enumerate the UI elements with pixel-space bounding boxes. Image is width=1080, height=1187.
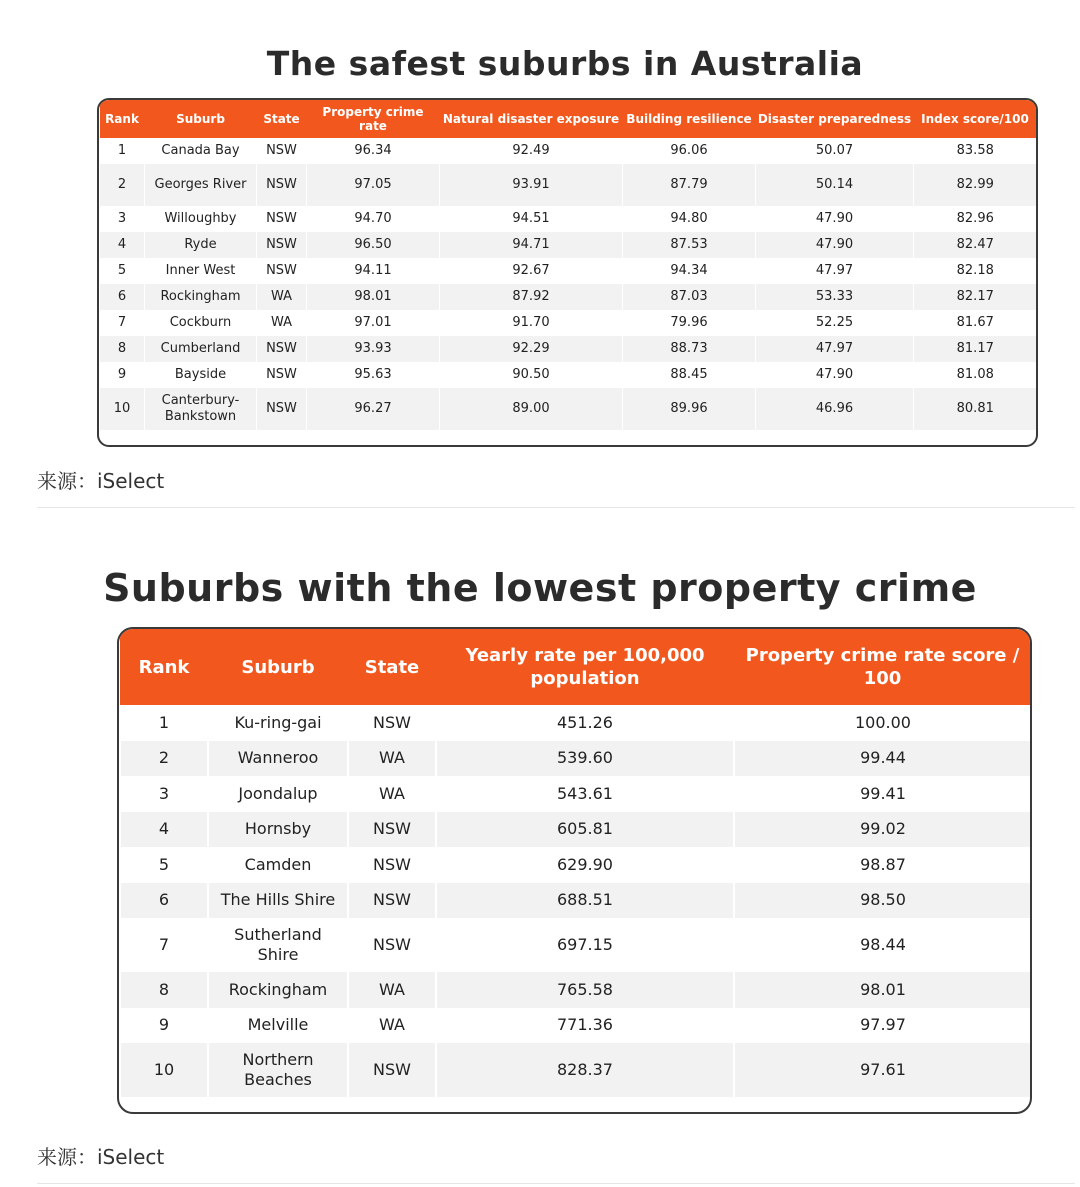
table-cell: 3 [120, 776, 208, 812]
table-cell: 7 [120, 918, 208, 972]
table-cell: NSW [257, 258, 307, 284]
table-row [120, 883, 1031, 919]
divider [37, 507, 1075, 508]
table-cell: 543.61 [436, 776, 734, 812]
table-cell: Ryde [145, 232, 257, 258]
table2-header-row [120, 629, 1031, 705]
table-cell: 47.97 [756, 336, 914, 362]
table-cell: 82.47 [914, 232, 1037, 258]
table-row [100, 388, 1037, 430]
table-cell: 97.01 [307, 310, 440, 336]
table-cell: 52.25 [756, 310, 914, 336]
table-cell: 5 [100, 258, 145, 284]
column-header: Property crime rate score / 100 [734, 629, 1031, 705]
table-cell: 94.71 [440, 232, 623, 258]
table-cell: NSW [348, 705, 436, 741]
table-cell: 5 [120, 847, 208, 883]
column-header: Yearly rate per 100,000 population [436, 629, 734, 705]
table-cell: NSW [348, 812, 436, 848]
table-cell: 96.06 [623, 138, 756, 164]
table-cell: 605.81 [436, 812, 734, 848]
table-cell: Georges River [145, 164, 257, 206]
table-cell: WA [257, 310, 307, 336]
table-cell: 81.17 [914, 336, 1037, 362]
table-cell: Canada Bay [145, 138, 257, 164]
table-cell: 451.26 [436, 705, 734, 741]
table-cell: 99.41 [734, 776, 1031, 812]
table-cell: 47.97 [756, 258, 914, 284]
table-cell: 98.44 [734, 918, 1031, 972]
table-cell: 98.01 [734, 972, 1031, 1008]
lowest-crime-table-card [117, 627, 1032, 1114]
table-row [100, 164, 1037, 206]
table-cell: Ku-ring-gai [208, 705, 348, 741]
table-cell: 81.67 [914, 310, 1037, 336]
table-cell: 80.81 [914, 388, 1037, 430]
table-cell: 94.34 [623, 258, 756, 284]
table-cell: 88.73 [623, 336, 756, 362]
table-cell: Inner West [145, 258, 257, 284]
table-cell: 46.96 [756, 388, 914, 430]
table-cell: 81.08 [914, 362, 1037, 388]
table-cell: Joondalup [208, 776, 348, 812]
table-cell: 8 [100, 336, 145, 362]
table-cell: NSW [257, 206, 307, 232]
table-cell: WA [257, 284, 307, 310]
table-cell: 97.05 [307, 164, 440, 206]
table-cell: 89.00 [440, 388, 623, 430]
table-cell: 87.53 [623, 232, 756, 258]
table-cell: 10 [100, 388, 145, 430]
table2-title: Suburbs with the lowest property crime [103, 566, 977, 610]
table1-header-row [100, 100, 1037, 138]
column-header: Suburb [145, 100, 257, 138]
table-cell: Melville [208, 1008, 348, 1044]
table-cell: NSW [348, 1043, 436, 1097]
column-header: Disaster preparedness [756, 100, 914, 138]
table-cell: 97.97 [734, 1008, 1031, 1044]
column-header: Suburb [208, 629, 348, 705]
table-row [100, 310, 1037, 336]
table-cell: 6 [100, 284, 145, 310]
table-cell: The Hills Shire [208, 883, 348, 919]
column-header: State [257, 100, 307, 138]
table-cell: 94.70 [307, 206, 440, 232]
table1-source-caption: 来源：iSelect [37, 469, 165, 493]
table-cell: Rockingham [145, 284, 257, 310]
table-cell: NSW [348, 883, 436, 919]
table-cell: 6 [120, 883, 208, 919]
table-row [120, 972, 1031, 1008]
table-cell: 99.44 [734, 741, 1031, 777]
table-cell: NSW [257, 336, 307, 362]
table-cell: WA [348, 1008, 436, 1044]
table-cell: 828.37 [436, 1043, 734, 1097]
table-cell: 53.33 [756, 284, 914, 310]
safest-suburbs-table-card [97, 98, 1038, 447]
column-header: Natural disaster exposure [440, 100, 623, 138]
table-row [120, 776, 1031, 812]
table-cell: Wanneroo [208, 741, 348, 777]
table-cell: Camden [208, 847, 348, 883]
table-cell: 96.27 [307, 388, 440, 430]
table-cell: 89.96 [623, 388, 756, 430]
table-cell: 82.96 [914, 206, 1037, 232]
table-row [100, 206, 1037, 232]
table-cell: 7 [100, 310, 145, 336]
table-cell: Hornsby [208, 812, 348, 848]
lowest-crime-table [119, 629, 1031, 1097]
table-cell: 765.58 [436, 972, 734, 1008]
table-row [100, 362, 1037, 388]
table-cell: 10 [120, 1043, 208, 1097]
table-cell: 98.50 [734, 883, 1031, 919]
table-cell: 88.45 [623, 362, 756, 388]
table-cell: 94.80 [623, 206, 756, 232]
table-row [100, 232, 1037, 258]
table-row [100, 138, 1037, 164]
table-cell: Cockburn [145, 310, 257, 336]
table-cell: 82.17 [914, 284, 1037, 310]
table-cell: 697.15 [436, 918, 734, 972]
table-cell: 93.93 [307, 336, 440, 362]
table1-title: The safest suburbs in Australia [266, 44, 864, 83]
table-cell: Sutherland Shire [208, 918, 348, 972]
safest-suburbs-table [99, 100, 1037, 430]
table-cell: WA [348, 972, 436, 1008]
table-cell: 82.18 [914, 258, 1037, 284]
table-cell: Willoughby [145, 206, 257, 232]
table-cell: NSW [257, 232, 307, 258]
table-cell: WA [348, 776, 436, 812]
table-cell: 79.96 [623, 310, 756, 336]
table-cell: 87.79 [623, 164, 756, 206]
table-cell: Canterbury-Bankstown [145, 388, 257, 430]
table-cell: 1 [100, 138, 145, 164]
column-header: Rank [120, 629, 208, 705]
table-cell: 97.61 [734, 1043, 1031, 1097]
table-cell: 4 [120, 812, 208, 848]
table-cell: NSW [257, 164, 307, 206]
table-cell: 92.67 [440, 258, 623, 284]
table-row [100, 336, 1037, 362]
column-header: Index score/100 [914, 100, 1037, 138]
table-row [120, 1008, 1031, 1044]
table-cell: Rockingham [208, 972, 348, 1008]
table-cell: 9 [120, 1008, 208, 1044]
table-cell: 8 [120, 972, 208, 1008]
table-cell: 93.91 [440, 164, 623, 206]
table-cell: 3 [100, 206, 145, 232]
table-cell: 82.99 [914, 164, 1037, 206]
column-header: Property crime rate [307, 100, 440, 138]
table-cell: 99.02 [734, 812, 1031, 848]
table-cell: 98.87 [734, 847, 1031, 883]
divider [37, 1183, 1075, 1184]
table-cell: NSW [348, 847, 436, 883]
table-cell: 100.00 [734, 705, 1031, 741]
table-cell: NSW [257, 138, 307, 164]
table-cell: 96.50 [307, 232, 440, 258]
table-row [120, 812, 1031, 848]
table-row [120, 705, 1031, 741]
table-cell: 87.03 [623, 284, 756, 310]
table-cell: Bayside [145, 362, 257, 388]
table-cell: 9 [100, 362, 145, 388]
table-cell: 92.29 [440, 336, 623, 362]
table-cell: 91.70 [440, 310, 623, 336]
table-cell: 2 [100, 164, 145, 206]
table-cell: 96.34 [307, 138, 440, 164]
table-row [100, 258, 1037, 284]
table-cell: 83.58 [914, 138, 1037, 164]
table-row [120, 918, 1031, 972]
table-cell: 1 [120, 705, 208, 741]
table-cell: 629.90 [436, 847, 734, 883]
table-cell: 87.92 [440, 284, 623, 310]
table-cell: Cumberland [145, 336, 257, 362]
column-header: State [348, 629, 436, 705]
table-cell: 4 [100, 232, 145, 258]
table-cell: WA [348, 741, 436, 777]
table-cell: NSW [348, 918, 436, 972]
table-cell: 771.36 [436, 1008, 734, 1044]
table-cell: 2 [120, 741, 208, 777]
table-cell: 47.90 [756, 362, 914, 388]
column-header: Building resilience [623, 100, 756, 138]
table-cell: 92.49 [440, 138, 623, 164]
table-cell: 95.63 [307, 362, 440, 388]
table-cell: 98.01 [307, 284, 440, 310]
table-row [120, 741, 1031, 777]
table-cell: 94.11 [307, 258, 440, 284]
table-cell: 50.07 [756, 138, 914, 164]
table-row [100, 284, 1037, 310]
table-cell: 688.51 [436, 883, 734, 919]
table-cell: NSW [257, 388, 307, 430]
table-cell: 90.50 [440, 362, 623, 388]
table-cell: 94.51 [440, 206, 623, 232]
column-header: Rank [100, 100, 145, 138]
table2-source-caption: 来源：iSelect [37, 1145, 165, 1169]
table-row [120, 1043, 1031, 1097]
table-cell: 50.14 [756, 164, 914, 206]
table-cell: NSW [257, 362, 307, 388]
table-cell: 539.60 [436, 741, 734, 777]
table-cell: Northern Beaches [208, 1043, 348, 1097]
table-cell: 47.90 [756, 232, 914, 258]
table-row [120, 847, 1031, 883]
table-cell: 47.90 [756, 206, 914, 232]
